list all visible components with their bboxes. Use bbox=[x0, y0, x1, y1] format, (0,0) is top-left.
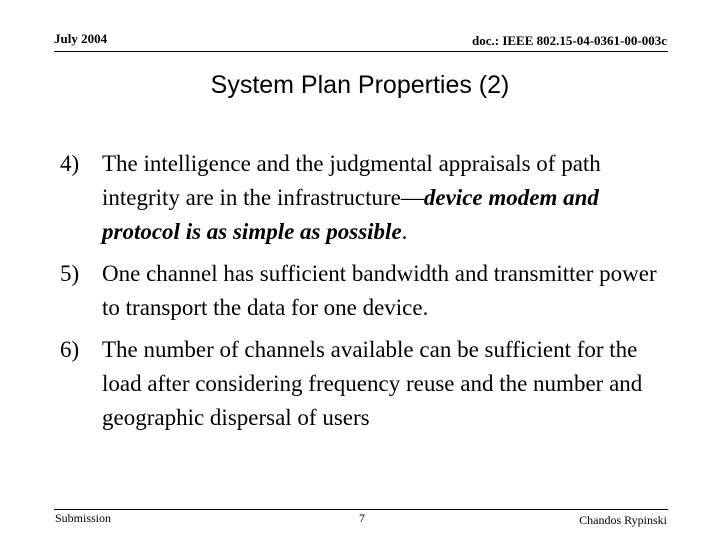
footer-author: Chandos Rypinski bbox=[579, 513, 667, 527]
list-item-number: 4) bbox=[60, 151, 80, 176]
list-item bbox=[60, 147, 680, 249]
footer-divider bbox=[54, 509, 668, 510]
properties-list bbox=[60, 147, 680, 443]
slide-title: System Plan Properties (2) bbox=[210, 71, 510, 99]
header-date: July 2004 bbox=[54, 31, 108, 46]
list-item bbox=[60, 257, 680, 325]
list-item-text bbox=[102, 151, 601, 244]
list-item bbox=[60, 333, 680, 435]
list-item-number: 6) bbox=[60, 337, 80, 362]
document-id: doc.: IEEE 802.15-04-0361-00-003c bbox=[472, 33, 667, 48]
list-item-text: One channel has sufficient bandwidth and transmitter power to transport the data for one device. bbox=[102, 261, 657, 320]
header-divider bbox=[54, 51, 668, 52]
list-item-number: 5) bbox=[60, 261, 80, 286]
list-item-text: The number of channels available can be sufficient for the load after considering frequency reuse and the number and geographic dispersal of users bbox=[102, 337, 643, 430]
list-item-emphasis: device modem and protocol is as simple as possible bbox=[102, 185, 599, 244]
list-item-plain-text: The intelligence and the judgmental appraisals of path integrity are in the infrastructure— bbox=[102, 151, 601, 210]
footer-submission: Submission bbox=[55, 511, 112, 525]
page-number: 7 bbox=[359, 511, 365, 525]
list-item-end-text: . bbox=[401, 219, 408, 244]
